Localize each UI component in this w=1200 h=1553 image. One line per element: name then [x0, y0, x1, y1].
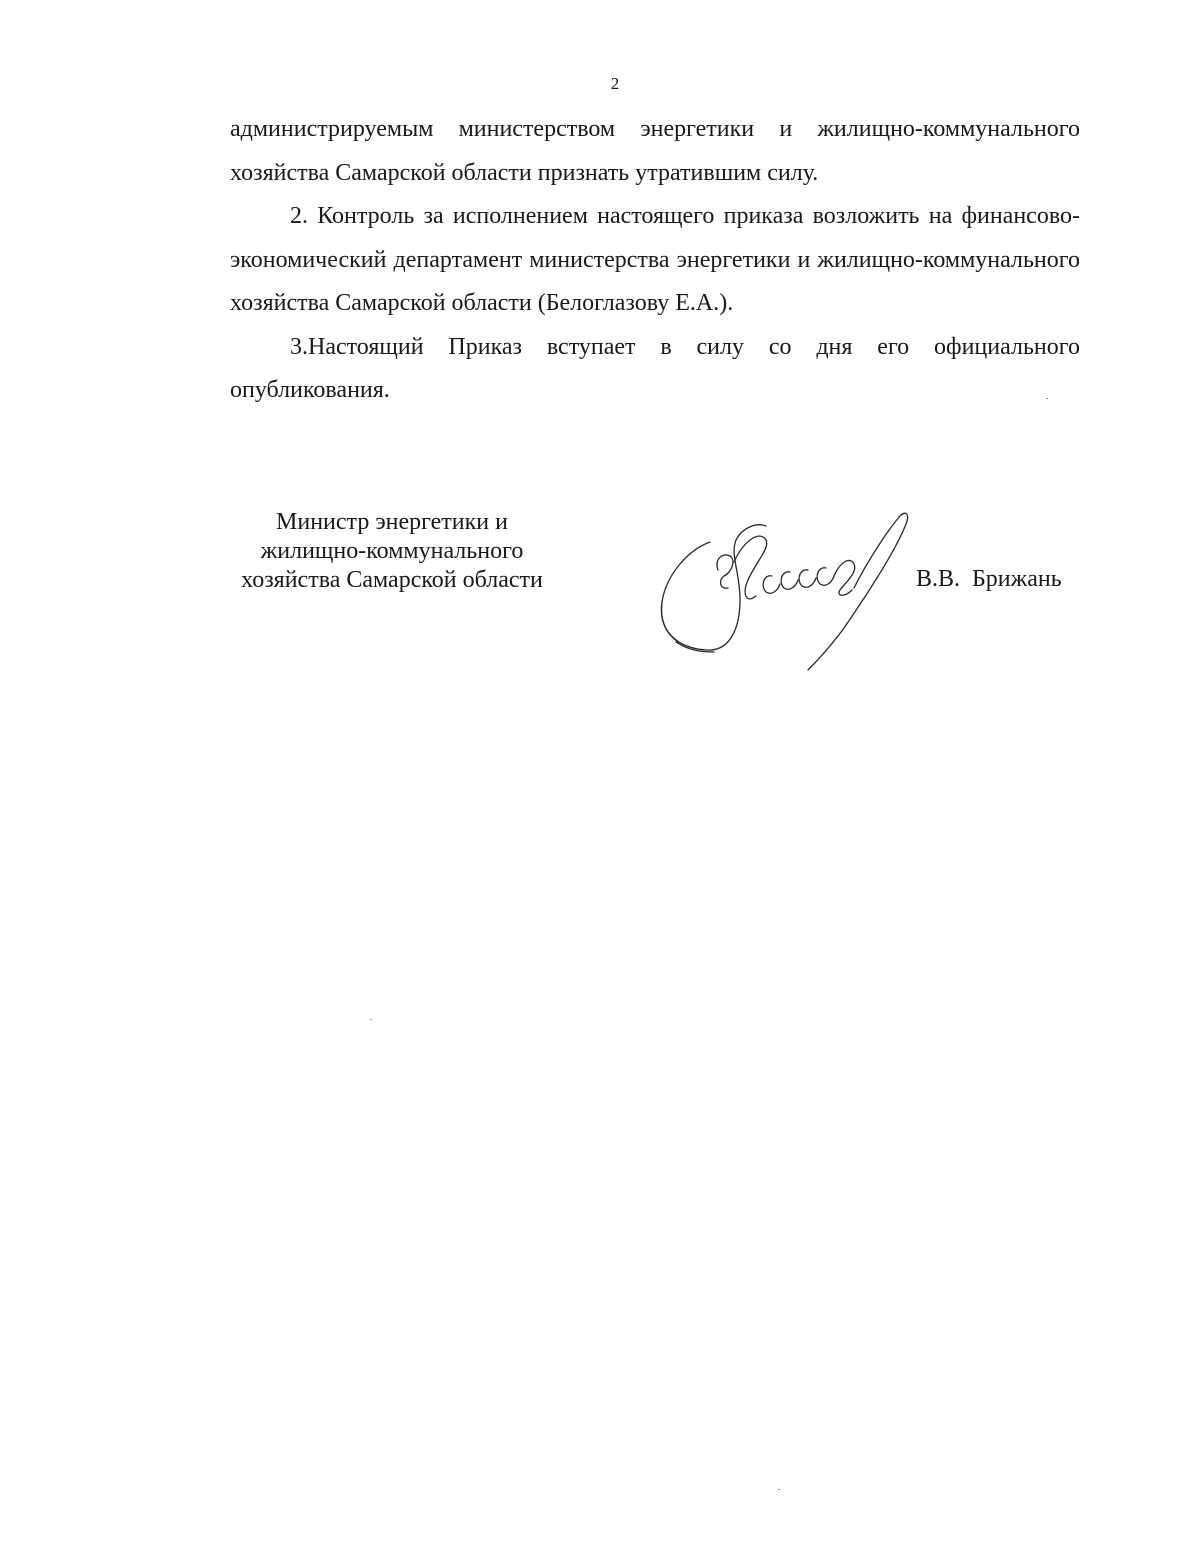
paragraph-continuation: администрируемым министерством энергетики и жилищно-коммунального хозяйства Самарской области признать утратившим силу.	[230, 116, 1080, 186]
signatory-title-line: жилищно-коммунального	[260, 538, 524, 564]
handwritten-signature	[648, 500, 928, 675]
page-number: 2	[610, 74, 620, 93]
signatory-name: В.В. Брижань	[916, 566, 1062, 592]
signatory-title-line: Министр энергетики и	[276, 509, 508, 535]
scan-speck	[370, 1019, 372, 1020]
scan-speck	[778, 1489, 780, 1490]
document-body	[230, 108, 1080, 413]
paragraph-control: 2. Контроль за исполнением настоящего приказа возложить на финансово-экономический департамент министерства энергетики и жилищно-коммунального хозяйства Самарской области (Белоглазову Е.А.).	[230, 203, 1080, 316]
scan-speck	[1046, 398, 1048, 399]
signatory-title	[222, 508, 562, 595]
paragraph-effective-date: 3.Настоящий Приказ вступает в силу со дня его официального опубликования.	[230, 333, 1080, 403]
signatory-title-line: хозяйства Самарской области	[241, 567, 543, 593]
